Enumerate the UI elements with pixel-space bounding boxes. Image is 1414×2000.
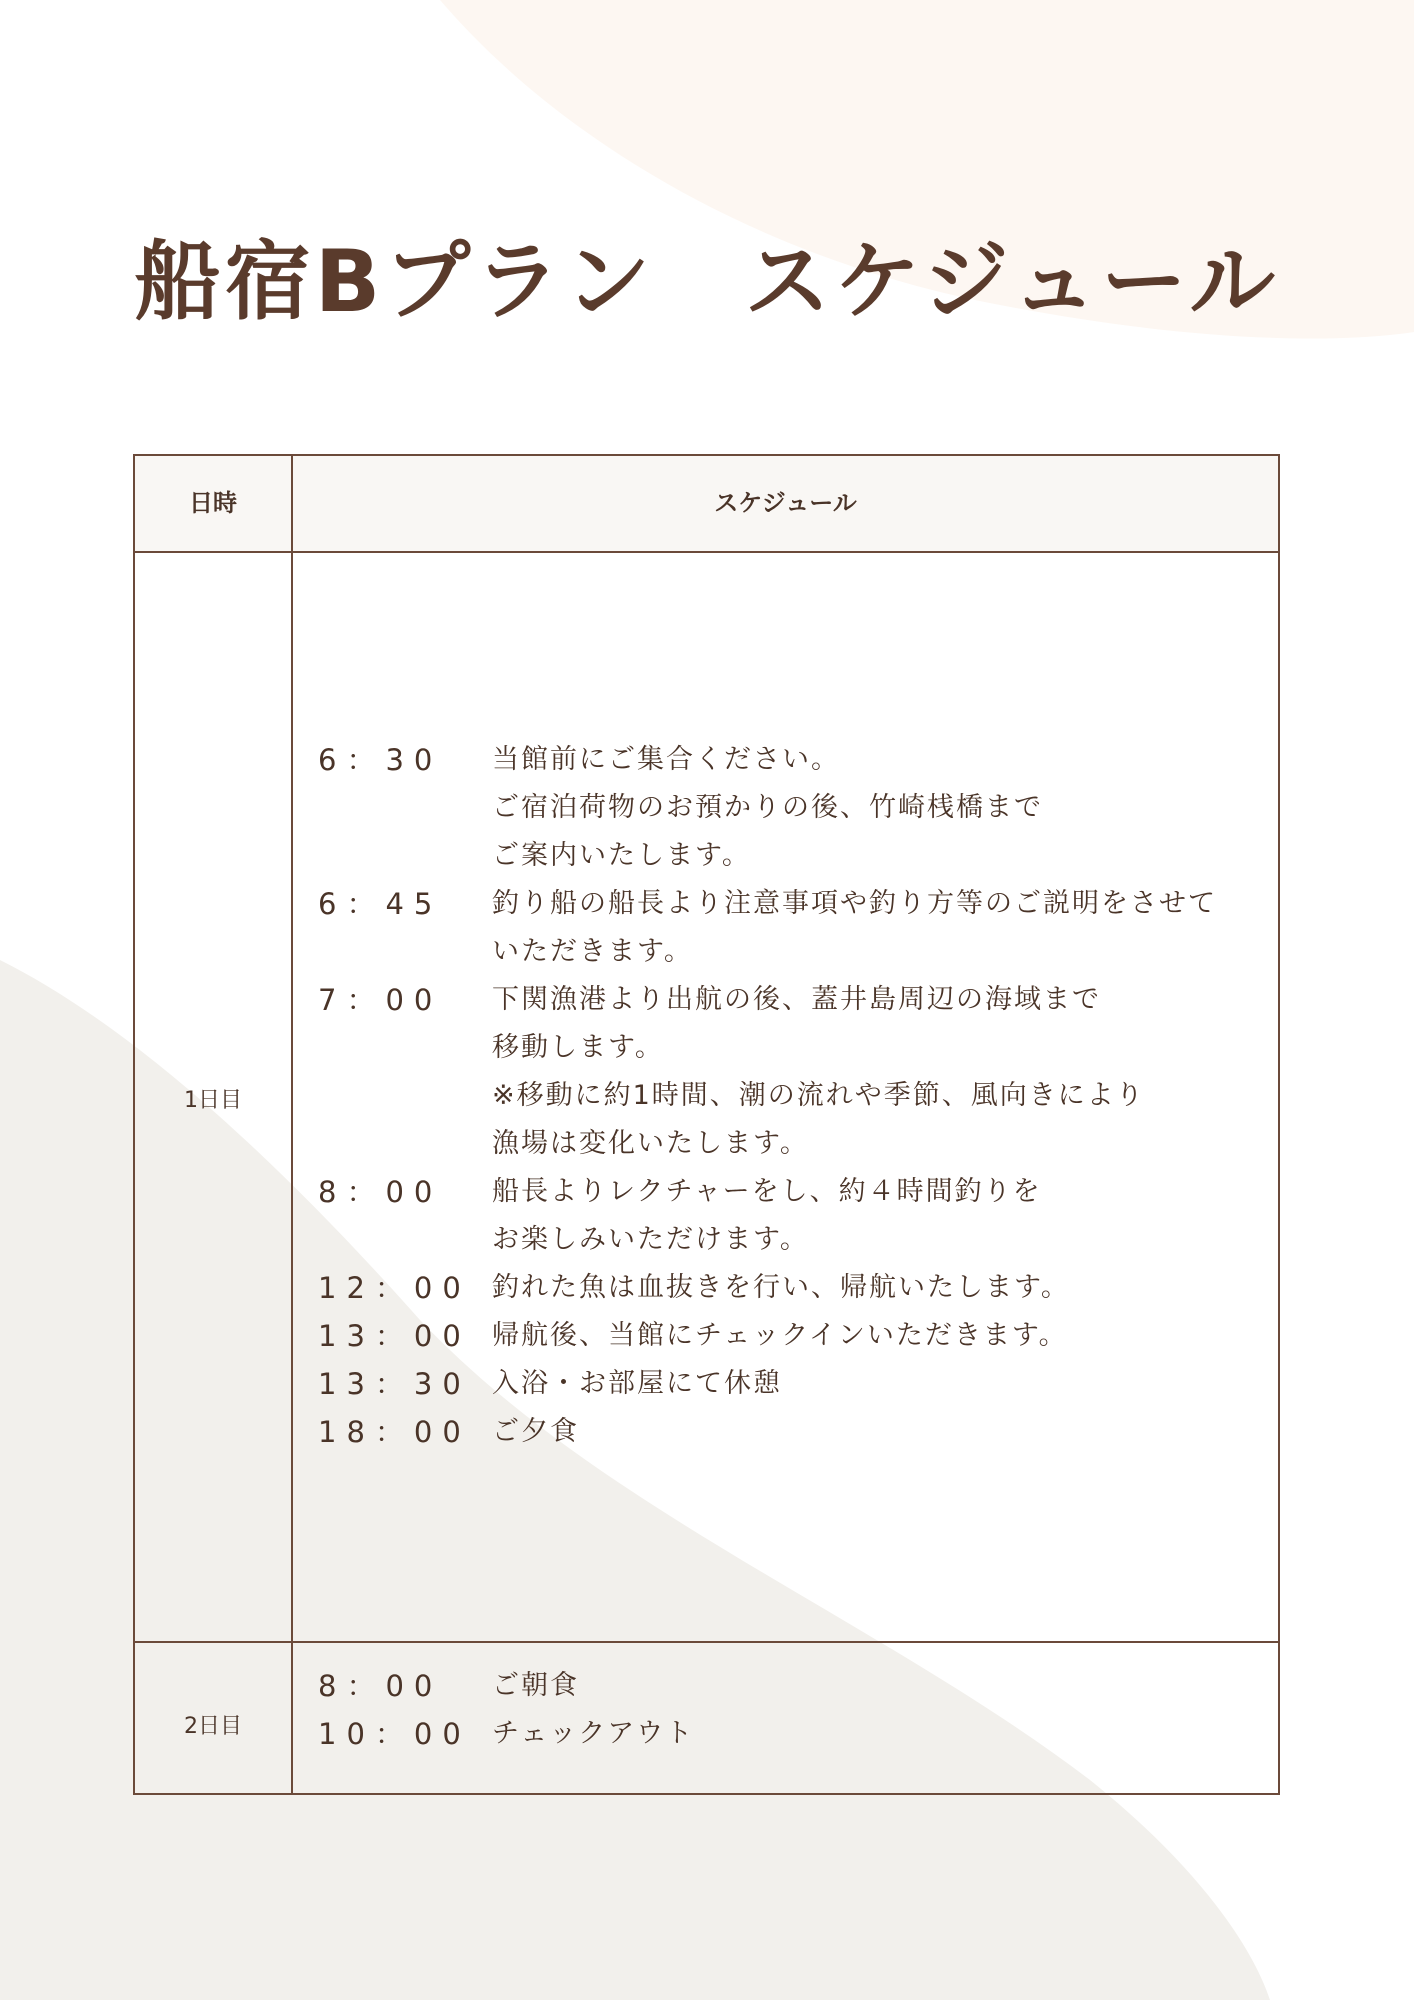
entry-description [492,1264,1258,1312]
entry-line: 釣れた魚は血抜きを行い、帰航いたします。 [492,1272,1070,1303]
column-divider [291,456,293,1793]
schedule-entry [318,1662,1258,1710]
entry-description [492,1360,1258,1408]
entry-line: 移動します。 [492,1032,664,1063]
header-date: 日時 [189,489,237,517]
schedule-entry [318,976,1258,1168]
page-title: 船宿Bプラン スケジュール [134,232,1280,332]
entry-line: チェックアウト [492,1718,695,1749]
entry-time: 13：00 [318,1319,471,1353]
entry-line: 漁場は変化いたします。 [492,1128,809,1159]
schedule-entry [318,1360,1258,1408]
entry-description [492,1710,1258,1758]
entry-description [492,1408,1258,1456]
entry-time: 12：00 [318,1271,471,1305]
schedule-entry [318,736,1258,880]
entry-line: 当館前にご集合ください。 [492,744,840,775]
header-divider [135,551,1278,553]
entry-line: いただきます。 [492,936,693,967]
entry-line: 入浴・お部屋にて休憩 [492,1368,782,1399]
entry-line: ※移動に約1時間、潮の流れや季節、風向きにより [492,1080,1145,1111]
entry-description [492,736,1258,880]
entry-line: ご宿泊荷物のお預かりの後、竹崎桟橋まで [492,792,1043,823]
entry-line: 帰航後、当館にチェックインいただきます。 [492,1320,1068,1351]
entry-line: ご案内いたします。 [492,840,751,871]
entry-line: 船長よりレクチャーをし、約４時間釣りを [492,1176,1042,1207]
day-label-1: 1日目 [184,1088,242,1113]
entry-time: 7：00 [318,983,443,1017]
schedule-table [133,454,1280,1795]
schedule-entry [318,1710,1258,1758]
schedule-entry [318,1168,1258,1264]
entry-time: 8：00 [318,1175,443,1209]
entry-description [492,1168,1258,1264]
entry-time: 18：00 [318,1415,471,1449]
entry-description [492,1662,1258,1710]
entry-line: ご朝食 [492,1670,579,1701]
entry-time: 6：45 [318,887,443,921]
entry-description [492,1312,1258,1360]
entry-line: お楽しみいただけます。 [492,1224,809,1255]
entry-time: 10：00 [318,1717,471,1751]
schedule-entry [318,880,1258,976]
entry-description [492,880,1258,976]
schedule-entry [318,1264,1258,1312]
header-schedule: スケジュール [714,489,857,517]
schedule-entry [318,1408,1258,1456]
entry-line: 釣り船の船長より注意事項や釣り方等のご説明をさせて [492,888,1217,919]
entry-line: ご夕食 [492,1416,579,1447]
entry-time: 6：30 [318,743,443,777]
entry-time: 8：00 [318,1669,443,1703]
day2-entries [318,1662,1258,1758]
day1-entries [318,736,1258,1456]
entry-description [492,976,1258,1168]
entry-line: 下関漁港より出航の後、蓋井島周辺の海域まで [492,984,1101,1015]
day-label-2: 2日目 [184,1714,242,1739]
entry-time: 13：30 [318,1367,471,1401]
table-header-row [135,456,1278,551]
day-divider [135,1641,1278,1643]
schedule-entry [318,1312,1258,1360]
